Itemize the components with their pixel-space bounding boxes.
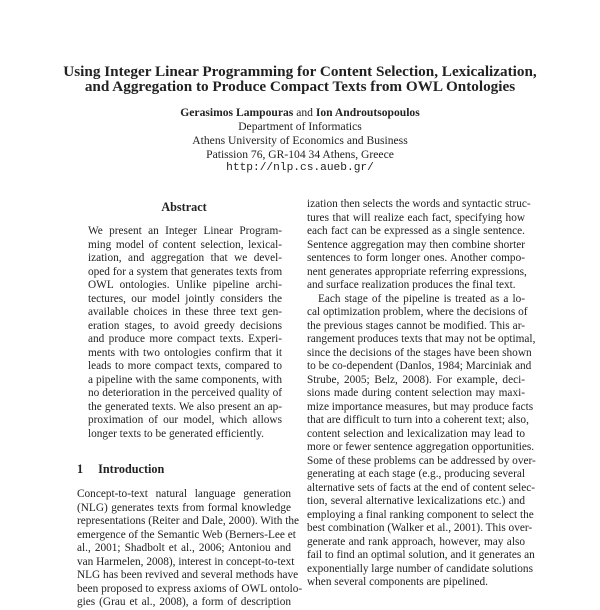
author-conjunction: and: [296, 106, 313, 119]
text-line: nent generates appropriate referring expressions,: [307, 265, 527, 278]
text-line: Each stage of the pipeline is treated as a lo-: [318, 292, 525, 305]
text-line: Strube, 2005; Belz, 2008). For example, deci-: [307, 373, 525, 386]
text-line: cal optimization problem, where the decisions of: [307, 306, 528, 318]
text-line: Sentence aggregation may then combine shorter: [307, 238, 525, 251]
text-line: available choices in these three text gen-: [88, 306, 282, 318]
text-line: ization, and aggregation that we devel-: [88, 252, 282, 264]
text-line: since the decisions of the stages have been shown: [307, 346, 532, 359]
text-line: best combination (Walker et al., 2001). This over-: [307, 522, 533, 534]
introduction-body: [77, 488, 303, 610]
text-line: longer texts to be generated efficiently.: [88, 427, 264, 440]
section-number: 1: [77, 462, 84, 476]
text-line: OWL ontologies. Unlike pipeline archi-: [88, 279, 282, 291]
affiliation-url[interactable]: http://nlp.cs.aueb.gr/: [226, 162, 374, 174]
text-line: proximation of our model, which allows: [88, 414, 282, 426]
text-line: sentences to form longer ones. Another compo-: [307, 252, 525, 264]
text-line: oped for a system that generates texts from: [88, 265, 283, 278]
right-column-body: [307, 198, 536, 590]
section-heading-introduction: [77, 462, 164, 477]
text-line: eration stages, to avoid greedy decisions: [88, 319, 282, 332]
text-line: to be co-dependent (Danlos, 1984; Marciniak and: [307, 360, 532, 372]
text-line: each fact can be expressed as a single sentence.: [307, 225, 525, 237]
text-line: been proposed to express axioms of OWL ontolo-: [77, 582, 303, 595]
text-line: rangement produces texts that may not be optimal,: [307, 333, 536, 345]
text-line: ments with two ontologies confirm that it: [88, 346, 282, 359]
text-line: (NLG) generates texts from formal knowledge: [77, 501, 291, 514]
paper-title-line-1: Using Integer Linear Programming for Content Selection, Lexicalization,: [63, 63, 537, 80]
author-1: Gerasimos Lampouras: [180, 106, 294, 119]
section-title: Introduction: [98, 462, 165, 476]
text-line: and surface realization produces the final text.: [307, 279, 516, 291]
text-line: when several components are pipelined.: [307, 576, 488, 588]
text-line: tectures, our model jointly considers the: [88, 292, 282, 305]
text-line: content selection and lexicalization may lead to: [307, 427, 525, 440]
text-line: a pipeline with the same components, with: [88, 373, 282, 386]
text-line: no deterioration in the perceived quality of: [88, 387, 282, 399]
text-line: al., 2001; Shadbolt et al., 2006; Antoniou and: [77, 542, 291, 554]
text-line: mize importance measures, but may produce facts: [307, 400, 534, 413]
text-line: tion, several alternative lexicalizations etc.) and: [307, 495, 525, 507]
text-line: Concept-to-text natural language generation: [77, 488, 291, 500]
affiliation-department: Department of Informatics: [238, 120, 362, 133]
text-line: gies (Grau et al., 2008), a form of description: [77, 596, 291, 608]
text-line: generating at each stage (e.g., producing several: [307, 468, 525, 480]
text-line: leads to more compact texts, compared to: [88, 360, 282, 372]
text-line: We present an Integer Linear Program-: [88, 225, 282, 237]
abstract-body: [88, 225, 282, 441]
paper-title-line-2: and Aggregation to Produce Compact Texts from OWL Ontologies: [84, 78, 516, 95]
text-line: and produce more compact texts. Experi-: [88, 333, 282, 345]
text-line: that are difficult to turn into a coherent text; also,: [307, 414, 529, 426]
text-line: emergence of the Semantic Web (Berners-Lee et: [77, 528, 296, 541]
text-line: alternative sets of facts at the end of content selec-: [307, 481, 536, 494]
text-line: exponentially large number of candidate solutions: [307, 562, 533, 575]
text-line: sions made during content selection may maxi-: [307, 387, 525, 399]
author-2: Ion Androutsopoulos: [315, 106, 420, 119]
affiliation-university: Athens University of Economics and Business: [192, 134, 408, 147]
abstract-heading: Abstract: [161, 200, 207, 214]
text-line: tures that will realize each fact, specifying how: [307, 211, 525, 224]
text-line: more or fewer sentence aggregation opportunities.: [307, 441, 535, 453]
text-line: generate and rank approach, however, may also: [307, 535, 525, 548]
text-line: Some of these problems can be addressed by over-: [307, 454, 536, 467]
affiliation-address: Patission 76, GR-104 34 Athens, Greece: [206, 148, 394, 161]
text-line: employing a final ranking component to select the: [307, 508, 534, 521]
text-line: ming model of content selection, lexical-: [88, 238, 282, 251]
text-line: the previous stages cannot be modified. This ar-: [307, 319, 525, 332]
text-line: representations (Reiter and Dale, 2000). With the: [77, 515, 300, 527]
text-line: NLG has been revived and several methods have: [77, 569, 299, 581]
text-line: the generated texts. We also present an ap-: [88, 400, 282, 413]
text-line: fail to find an optimal solution, and it generates an: [307, 549, 535, 561]
authors: [0, 106, 600, 119]
text-line: van Harmelen, 2008), interest in concept-to-text: [77, 555, 295, 568]
text-line: ization then selects the words and syntactic struc-: [307, 198, 531, 210]
